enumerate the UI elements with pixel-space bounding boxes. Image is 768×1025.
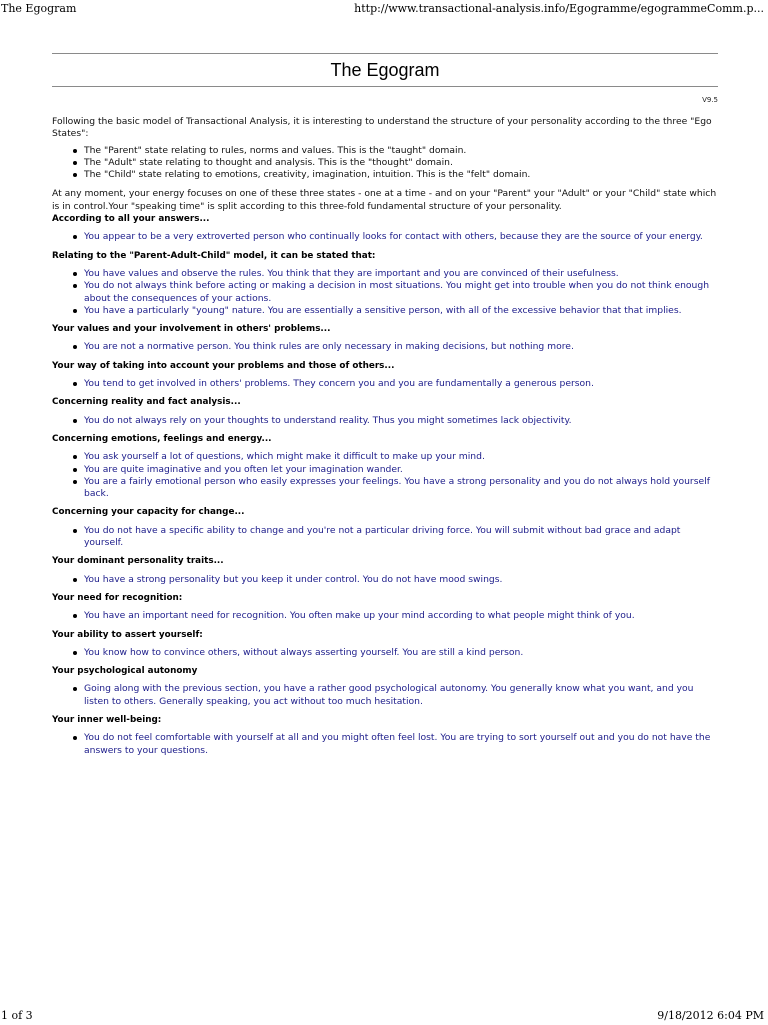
result-section — [52, 592, 718, 623]
title-rule-bottom — [52, 86, 718, 87]
section-heading: Your way of taking into account your problems and those of others... — [52, 360, 395, 371]
result-section — [52, 360, 718, 391]
list-item: You do not feel comfortable with yourself at all and you might often feel lost. You are trying to sort yourself out and you do not have the answers to your questions. — [52, 732, 718, 757]
title-rule-top — [52, 53, 718, 54]
list-item: Going along with the previous section, you have a rather good psychological autonomy. You generally know what you want, and you listen to others. Generally speaking, you act without too much hesitation. — [52, 683, 718, 708]
result-section — [52, 250, 718, 317]
answer-list — [52, 341, 718, 353]
list-item: The "Adult" state relating to thought and analysis. This is the "thought" domain. — [52, 157, 718, 169]
answer-list — [52, 610, 718, 622]
list-item: You are a fairly emotional person who easily expresses your feelings. You have a strong personality and you do not always hold yourself back. — [52, 476, 718, 501]
section-heading: According to all your answers... — [52, 214, 210, 225]
list-item: You are quite imaginative and you often let your imagination wander. — [52, 464, 718, 476]
answer-list — [52, 525, 718, 550]
answer-list — [52, 732, 718, 757]
list-item: You tend to get involved in others' problems. They concern you and you are fundamentally a generous person. — [52, 378, 718, 390]
result-section — [52, 323, 718, 354]
result-section — [52, 555, 718, 586]
list-item: You appear to be a very extroverted person who continually looks for contact with others, because they are the source of your energy. — [52, 231, 718, 243]
answer-list — [52, 415, 718, 427]
list-item: You do not have a specific ability to change and you're not a particular driving force. You will submit without bad grace and adapt yourself. — [52, 525, 718, 550]
ego-states-list — [52, 145, 718, 182]
section-heading: Your ability to assert yourself: — [52, 629, 203, 640]
section-heading: Your inner well-being: — [52, 714, 162, 725]
result-section — [52, 665, 718, 708]
section-heading: Concerning your capacity for change... — [52, 507, 245, 518]
result-section — [52, 433, 718, 500]
answer-list — [52, 451, 718, 500]
section-heading: Your psychological autonomy — [52, 666, 198, 677]
answer-list — [52, 231, 718, 243]
list-item: You do not always think before acting or making a decision in most situations. You might get into trouble when you do not think enough about the consequences of your actions. — [52, 280, 718, 305]
result-section — [52, 714, 718, 757]
answer-list — [52, 647, 718, 659]
list-item: You ask yourself a lot of questions, which might make it difficult to make up your mind. — [52, 451, 718, 463]
section-heading: Your need for recognition: — [52, 592, 183, 603]
results-sections — [52, 213, 718, 757]
answer-list — [52, 574, 718, 586]
list-item: You have an important need for recognition. You often make up your mind according to what people might think of you. — [52, 610, 718, 622]
result-section — [52, 506, 718, 549]
intro-paragraph: Following the basic model of Transactional Analysis, it is interesting to understand the structure of your personality according to the three "Ego States": — [52, 116, 712, 140]
print-footer — [0, 1009, 768, 1025]
document-body — [52, 116, 718, 763]
print-header — [0, 2, 768, 18]
page-url-link[interactable]: http://www.transactional-analysis.info/Egogramme/egogrammeComm.p... — [354, 2, 764, 15]
list-item: You have a particularly "young" nature. You are essentially a sensitive person, with all of the excessive behavior that that implies. — [52, 305, 718, 317]
section-heading: Your dominant personality traits... — [52, 556, 224, 567]
document-title: The Egogram — [330, 60, 440, 80]
section-heading: Your values and your involvement in others' problems... — [52, 324, 331, 335]
answer-list — [52, 683, 718, 708]
list-item: You are not a normative person. You think rules are only necessary in making decisions, but nothing more. — [52, 341, 718, 353]
list-item: You know how to convince others, without always asserting yourself. You are still a kind person. — [52, 647, 718, 659]
page-count: 1 of 3 — [1, 1009, 33, 1022]
section-heading: Concerning emotions, feelings and energy... — [52, 433, 272, 444]
print-timestamp: 9/18/2012 6:04 PM — [657, 1009, 764, 1022]
answer-list — [52, 268, 718, 317]
version-label: V9.5 — [702, 96, 718, 104]
result-section — [52, 396, 718, 427]
result-section — [52, 213, 718, 244]
section-heading: Concerning reality and fact analysis... — [52, 397, 241, 408]
section-heading: Relating to the "Parent-Adult-Child" model, it can be stated that: — [52, 250, 376, 261]
list-item: The "Parent" state relating to rules, norms and values. This is the "taught" domain. — [52, 145, 718, 157]
result-section — [52, 629, 718, 660]
energy-paragraph: At any moment, your energy focuses on one of these three states - one at a time - and on your "Parent" your "Adult" or your "Child" state which is in control.Your "speaking time" is split according to this three-fold fundamental structure of your personality. — [52, 188, 717, 212]
list-item: You have a strong personality but you keep it under control. You do not have mood swings. — [52, 574, 718, 586]
list-item: You do not always rely on your thoughts to understand reality. Thus you might sometimes lack objectivity. — [52, 415, 718, 427]
page-title: The Egogram — [1, 2, 77, 15]
list-item: The "Child" state relating to emotions, creativity, imagination, intuition. This is the "felt" domain. — [52, 169, 718, 181]
answer-list — [52, 378, 718, 390]
list-item: You have values and observe the rules. You think that they are important and you are convinced of their usefulness. — [52, 268, 718, 280]
